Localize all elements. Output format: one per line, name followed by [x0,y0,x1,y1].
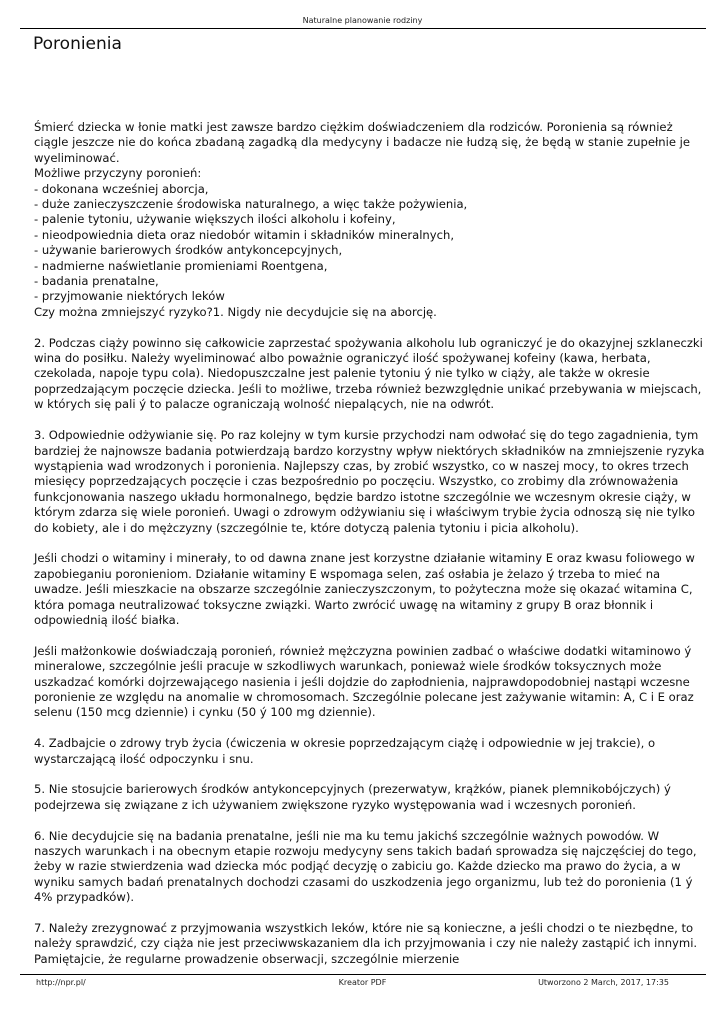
paragraph-7: 7. Należy zrezygnować z przyjmowania wszystkich leków, które nie są konieczne, a jeśli chodzi o te niezbędne, to należy sprawdzić, czy ciąża nie jest przeciwwskazaniem dla ich przyjmowania i czy nie należy zastąpić ich innymi. Pamiętajcie, że regularne prowadzenie obserwacji, szczególnie mierzenie [34,921,698,966]
page-header: Naturalne planowanie rodziny [302,16,423,25]
footer-link[interactable]: http://npr.pl/ [36,978,86,987]
paragraph-4: 4. Zadbajcie o zdrowy tryb życia (ćwiczenia w okresie poprzedzającym ciążę i odpowiednie w jej trakcie), o wystarczającą ilość odpoczynku i snu. [34,736,656,766]
intro-paragraph: Śmierć dziecka w łonie matki jest zawsze bardzo ciężkim doświadczeniem dla rodziców. Poronienia są również ciągle jeszcze nie do końca zbadaną zagadką dla medycyny i badacze nie łudzą się, że będą w stanie zupełnie je wyeliminować. [34,120,690,165]
list-item: - nieodpowiednia dieta oraz niedobór witamin i składników mineralnych, [34,227,455,242]
causes-heading: Możliwe przyczyny poronień: [34,166,202,181]
article-body [34,120,708,967]
paragraph-3: 3. Odpowiednie odżywianie się. Po raz kolejny w tym kursie przychodzi nam odwołać się do tego zagadnienia, tym bardziej że najnowsze badania potwierdzają bardzo korzystny wpływ niektórych składników na zmniejszenie ryzyka wystąpienia wad wrodzonych i poronienia. Najlepszy czas, by zrobić wszystko, co w naszej mocy, to okres trzech miesięcy poprzedzających poczęcie i czas bezpośrednio po poczęciu. Wszystko, co zrobimy dla zrównoważenia funkcjonowania naszego układu hormonalnego, będzie bardzo istotne szczególnie we wczesnym okresie ciąży, w którym zdarza się wiele poronień. Uwagi o zdrowym odżywianiu się i właściwym trybie życia odnoszą się nie tylko do kobiety, ale i do mężczyzny (szczególnie te, które dotyczą palenia tytoniu i picia alkoholu). [34,428,705,535]
paragraph-3-men: Jeśli małżonkowie doświadczają poronień, również mężczyzna powinien zadbać o właściwe dodatki witaminowo ý mineralowe, szczególnie jeśli pracuje w szkodliwych warunkach, ponieważ wiele środków toksycznych może uszkadzać komórki dojrzewającego nasienia i jeśli dojdzie do zapłodnienia, najprawdopodobniej nastąpi wczesne poronienie ze względu na anomalie w chromosomach. Szczególnie polecane jest zażywanie witamin: A, C i E oraz selenu (150 mcg dziennie) i cynku (50 ý 100 mg dziennie). [34,643,694,720]
footer-generator: Kreator PDF [338,978,387,987]
footer-created-date: Utworzono 2 March, 2017, 17:35 [538,978,669,987]
list-item: - przyjmowanie niektórych leków [34,289,225,304]
list-item: - badania prenatalne, [34,274,159,289]
list-item: - używanie barierowych środków antykoncepcyjnych, [34,243,343,258]
header-divider [20,28,706,29]
footer-divider [20,974,706,975]
list-item: - duże zanieczyszczenie środowiska naturalnego, a więc także pożywienia, [34,197,468,212]
causes-list [34,182,708,305]
paragraph-6: 6. Nie decydujcie się na badania prenatalne, jeśli nie ma ku temu jakichś szczególnie ważnych powodów. W naszych warunkach i na obecnym etapie rozwoju medycyny sens takich badań sprowadza się najczęściej do tego, żeby w razie stwierdzenia wad dziecka móc podjąć decyzję o zabiciu go. Każde dziecko ma prawo do życia, a w wyniku samych badań prenatalnych dochodzi czasami do uszkodzenia jego organizmu, lub też do poronienia (1 ý 4% przypadków). [34,828,697,905]
question-paragraph: Czy można zmniejszyć ryzyko?1. Nigdy nie decydujcie się na aborcję. [34,304,437,319]
paragraph-3-vitamins: Jeśli chodzi o witaminy i minerały, to od dawna znane jest korzystne działanie witaminy E oraz kwasu foliowego w zapobieganiu poronieniom. Działanie witaminy E wspomaga selen, zaś osłabia je żelazo ý trzeba to mieć na uwadze. Jeśli mieszkacie na obszarze szczególnie zanieczyszczonym, to pożyteczna może się okazać witamina C, która pomaga neutralizować toksyczne związki. Warto zwrócić uwagę na witaminy z grupy B oraz błonnik i odpowiednią ilość białka. [34,551,695,627]
list-item: - palenie tytoniu, używanie większych ilości alkoholu i kofeiny, [34,212,396,227]
article-title: Poronienia [33,34,122,54]
paragraph-2: 2. Podczas ciąży powinno się całkowicie zaprzestać spożywania alkoholu lub ograniczyć je do okazyjnej szklaneczki wina do posiłku. Należy wyeliminować albo poważnie ograniczyć ilość spożywanej kofeiny (kawa, herbata, czekolada, napoje typu cola). Niedopuszczalne jest palenie tytoniu ý nie tylko w ciąży, ale także w okresie poprzedzającym poczęcie dziecka. Jeśli to możliwe, trzeba również bezwzględnie unikać przebywania w miejscach, w których się pali ý to palacze ograniczają wolność niepalących, nie na odwrót. [34,335,703,412]
list-item: - nadmierne naświetlanie promieniami Roentgena, [34,258,328,273]
list-item: - dokonana wcześniej aborcja, [34,181,209,196]
paragraph-5: 5. Nie stosujcie barierowych środków antykoncepcyjnych (prezerwatyw, krążków, pianek plemnikobójczych) ý podejrzewa się związane z ich używaniem zwiększone ryzyko występowania wad i wczesnych poronień. [34,782,671,812]
